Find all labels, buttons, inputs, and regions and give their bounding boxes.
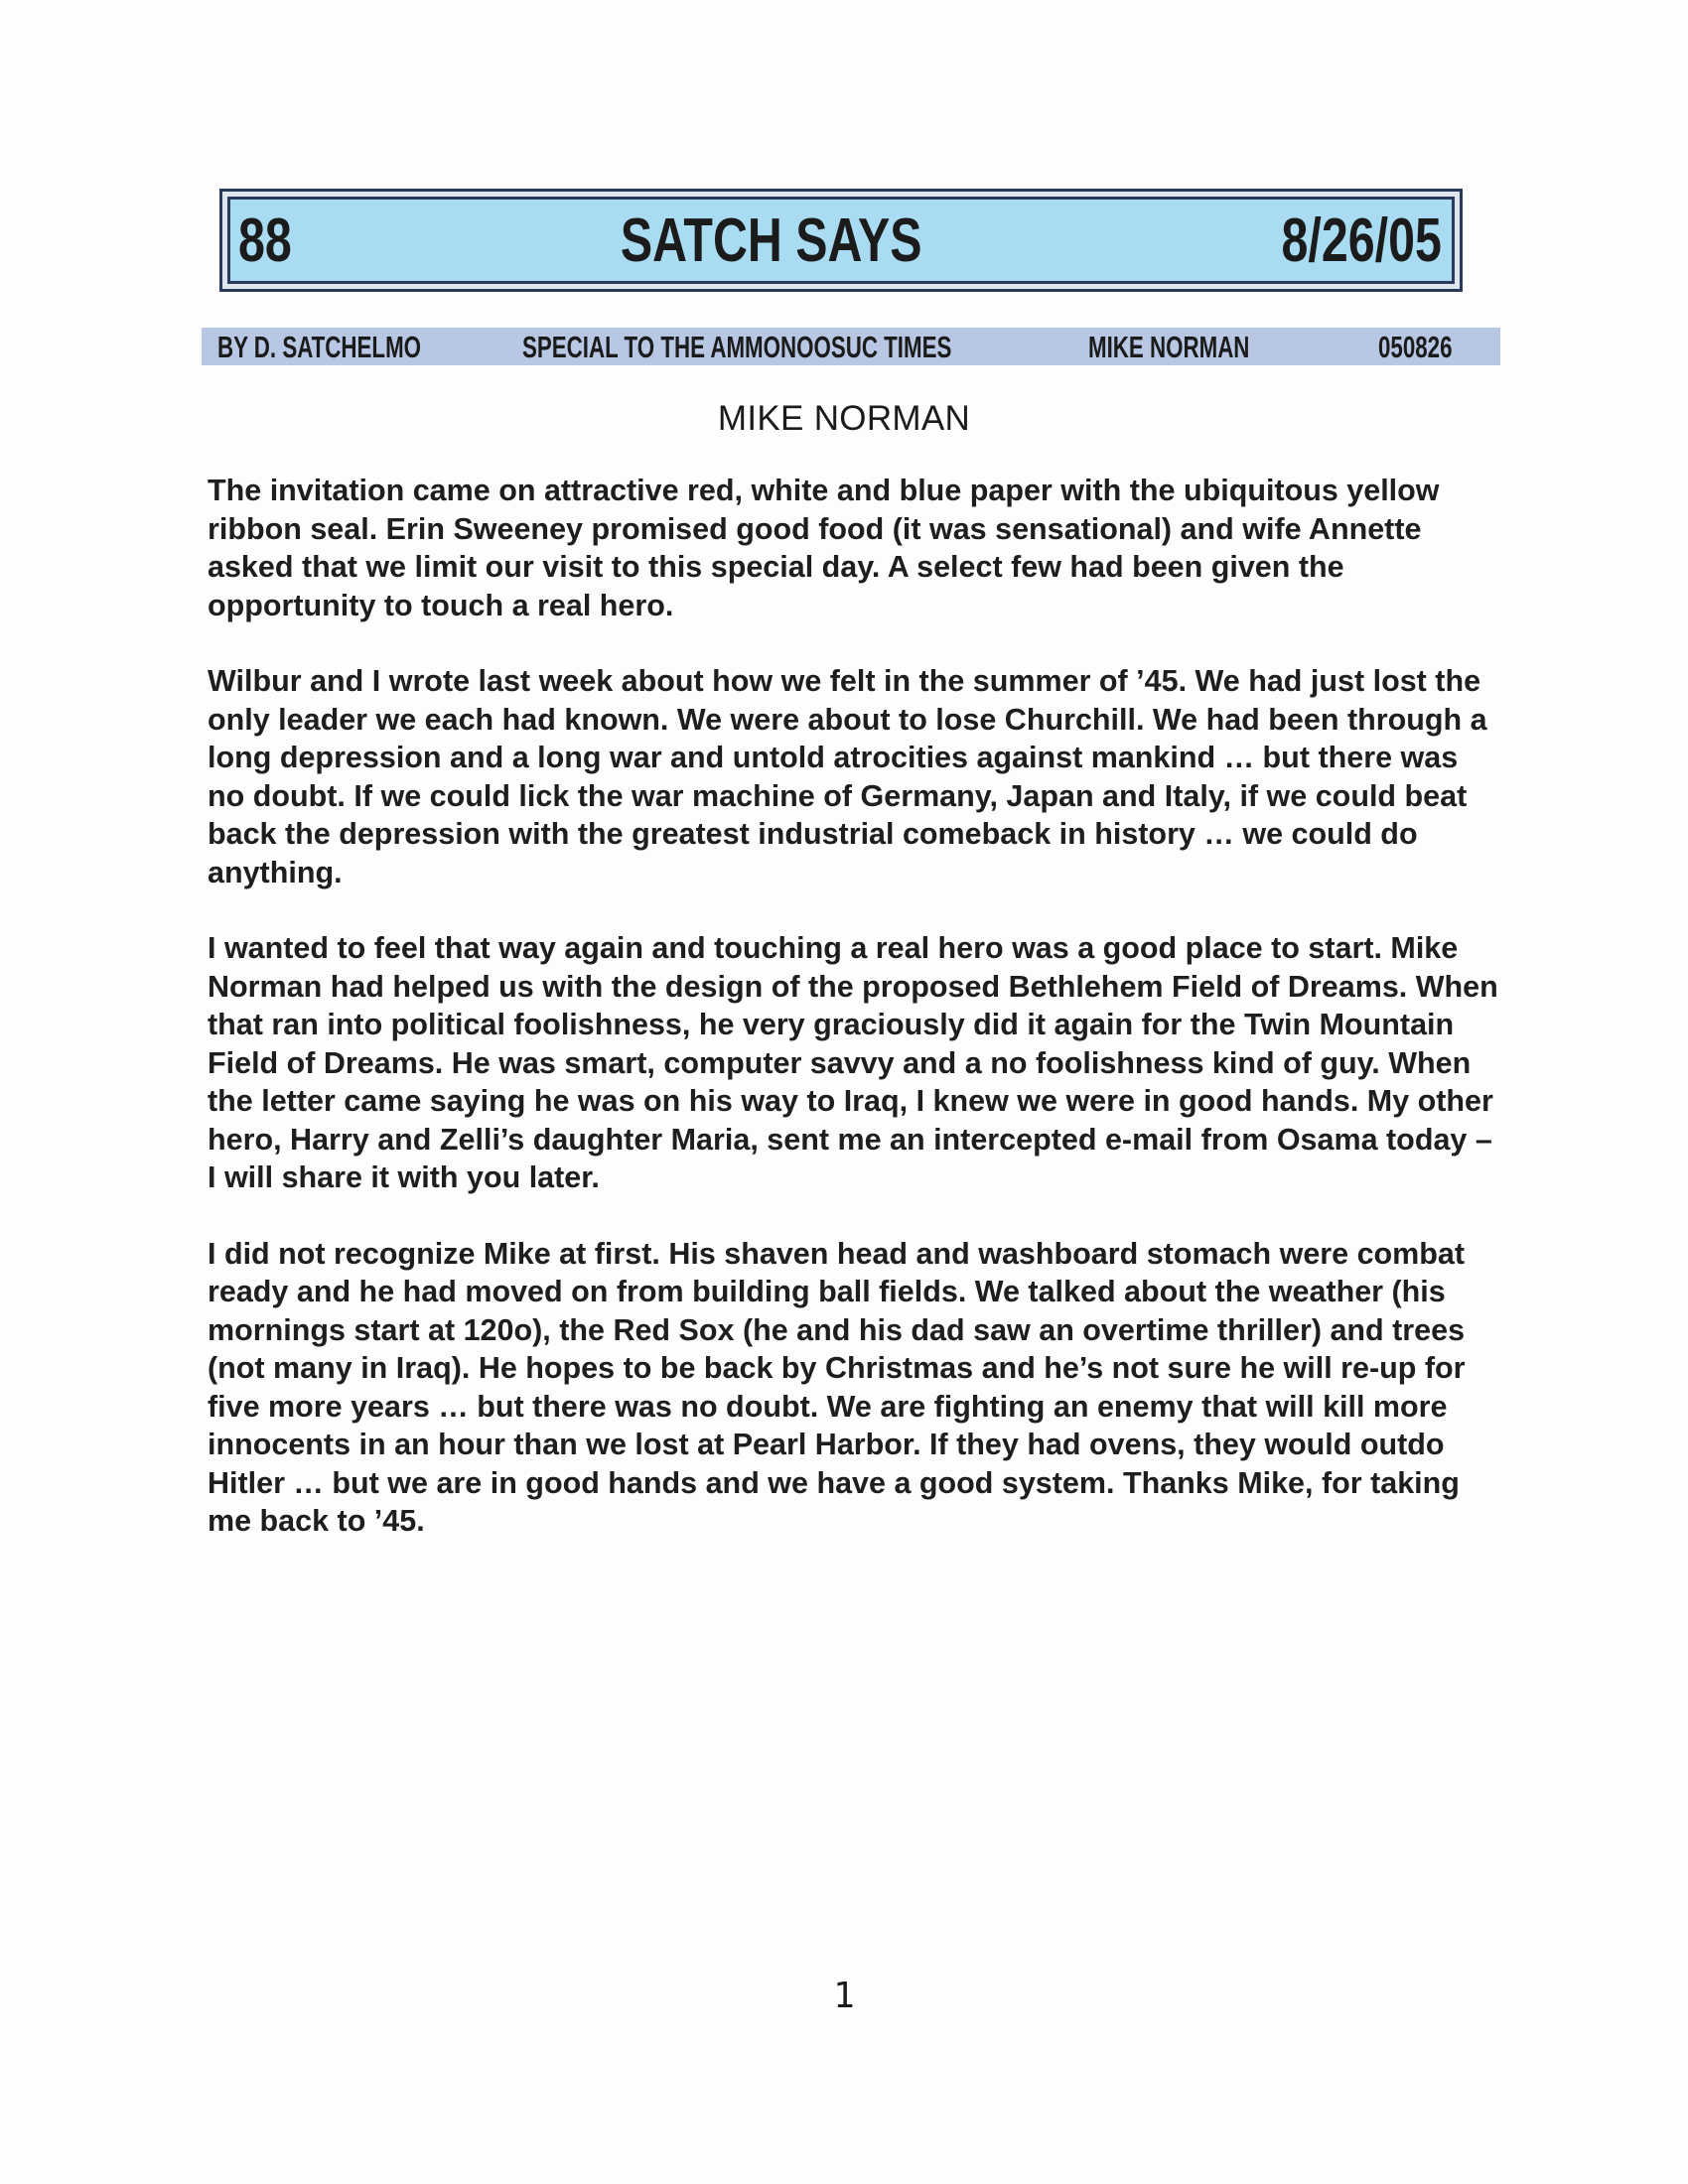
paragraph-4: I did not recognize Mike at first. His shaven head and washboard stomach were combat ready and he had moved on from building ball fields. We talked about the weather (his mornings start at 120o), the Red Sox (he and his dad saw an overtime thriller) and trees (not many in Iraq). He hopes to be back by Christmas and he’s not sure he will re-up for five more years … but there was no doubt. We are fighting an enemy that will kill more innocents in an hour than we lost at Pearl Harbor. If they had ovens, they would outdo Hitler … but we are in good hands and we have a good system. Thanks Mike, for taking me back to ’45. (208, 1236, 1466, 1538)
article-body (208, 472, 1498, 1578)
paragraph-3: I wanted to feel that way again and touching a real hero was a good place to start. Mike Norman had helped us with the design of the proposed Bethlehem Field of Dreams. When that ran into political foolishness, he very graciously did it again for the Twin Mountain Field of Dreams. He was smart, computer savvy and a no foolishness kind of guy. When the letter came saying he was on his way to Iraq, I knew we were in good hands. My other hero, Harry and Zelli’s daughter Maria, sent me an intercepted e-mail from Osama today – I will share it with you later. (208, 931, 1498, 1194)
column-number: 88 (238, 205, 292, 275)
paragraph-1: The invitation came on attractive red, white and blue paper with the ubiquitous yellow ribbon seal. Erin Sweeney promised good food (it was sensational) and wife Annette asked that we limit our visit to this special day. A select few had been given the opportunity to touch a real hero. (208, 474, 1440, 622)
byline-publication: SPECIAL TO THE AMMONOOSUC TIMES (522, 330, 952, 364)
byline-strip (202, 328, 1500, 365)
page-number: 1 (833, 1976, 855, 2016)
paragraph-2: Wilbur and I wrote last week about how we felt in the summer of ’45. We had just lost the only leader we each had known. We were about to lose Churchill. We had been through a long depression and a long war and untold atrocities against mankind … but there was no doubt. If we could lick the war machine of Germany, Japan and Italy, if we could beat back the depression with the greatest industrial comeback in history … we could do anything. (208, 664, 1487, 889)
header-banner-inner (227, 197, 1455, 284)
article-title: MIKE NORMAN (717, 399, 971, 438)
byline-subject: MIKE NORMAN (1088, 330, 1250, 364)
header-banner (219, 189, 1463, 292)
byline-author: BY D. SATCHELMO (217, 330, 422, 364)
column-title: SATCH SAYS (621, 205, 922, 275)
byline-code: 050826 (1378, 330, 1453, 364)
column-date: 8/26/05 (1281, 205, 1442, 275)
